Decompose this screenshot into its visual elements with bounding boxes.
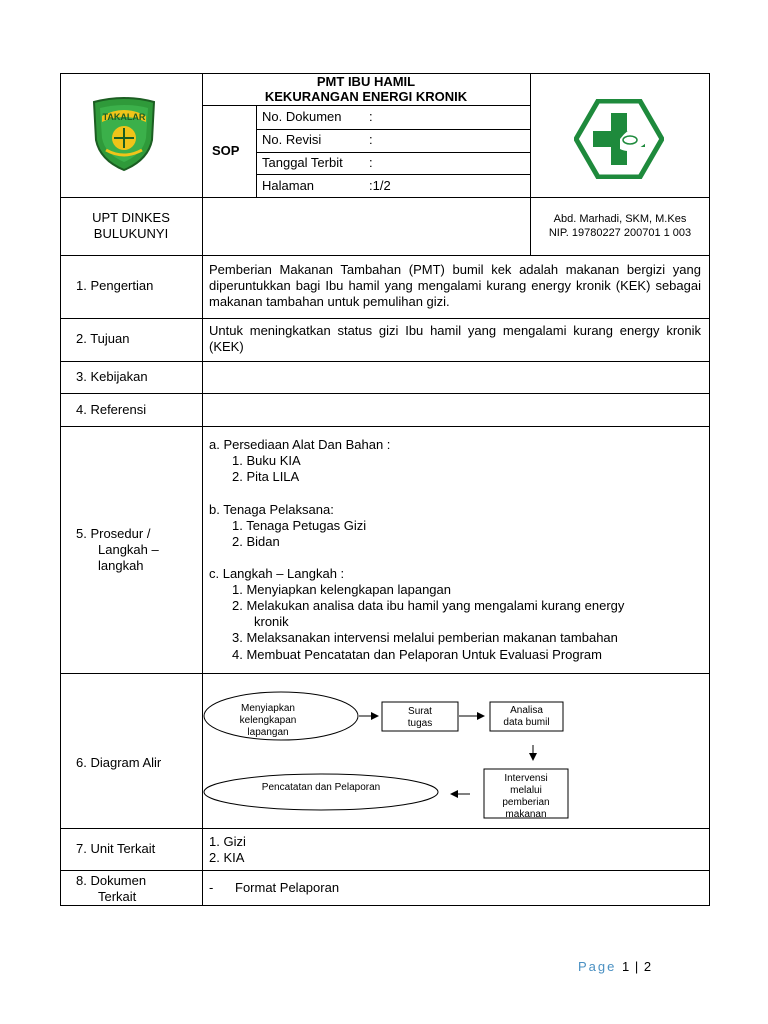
meta-label-revisi: No. Revisi: [262, 132, 322, 147]
unit-name-line1: UPT DINKES: [92, 210, 170, 225]
unit-item-2: 2. KIA: [209, 850, 245, 865]
flow-node-surat-l2: tugas: [407, 718, 433, 729]
flow-node-prepare-l3: lapangan: [247, 727, 289, 738]
flow-node-intervensi-l2: melalui: [510, 785, 542, 796]
page-word: Page: [578, 959, 617, 974]
row-label-dokumen-2: Terkait: [98, 889, 137, 904]
unit-name-line2: BULUKUNYI: [93, 226, 169, 241]
row-label-prosedur-1: 5. Prosedur /: [76, 526, 151, 541]
meta-value-dokumen: :: [369, 109, 373, 124]
flow-node-analisa-l2: data bumil: [503, 717, 550, 728]
meta-label-tanggal: Tanggal Terbit: [262, 155, 343, 170]
meta-label-dokumen: No. Dokumen: [262, 109, 342, 124]
document-title-line1: PMT IBU HAMIL: [316, 74, 416, 89]
prosedur-b-title: b. Tenaga Pelaksana:: [209, 502, 334, 517]
meta-value-halaman: :1/2: [369, 178, 391, 193]
row-label-referensi: 4. Referensi: [76, 402, 147, 417]
prosedur-a-title: a. Persediaan Alat Dan Bahan :: [209, 437, 391, 452]
row-label-prosedur-2: Langkah –: [98, 542, 159, 557]
row-text-tujuan: Untuk meningkatkan status gizi Ibu hamil yang mengalami kurang energy kronik (KEK): [209, 323, 701, 354]
row-label-dokumen-1: 8. Dokumen: [76, 873, 147, 888]
flow-node-intervensi-l3: pemberian: [502, 797, 550, 808]
prosedur-c-item-3: 3. Melaksanakan intervensi melalui pemberian makanan tambahan: [232, 630, 618, 645]
row-label-pengertian: 1. Pengertian: [76, 278, 154, 293]
flow-node-intervensi-l4: makanan: [505, 809, 547, 818]
takalar-logo: [88, 94, 160, 172]
meta-value-tanggal: :: [369, 155, 373, 170]
flow-node-analisa-l1: Analisa: [510, 705, 543, 716]
signer-name: Abd. Marhadi, SKM, M.Kes: [553, 213, 687, 225]
dokumen-item: - Format Pelaporan: [209, 880, 340, 895]
row-label-kebijakan: 3. Kebijakan: [76, 369, 148, 384]
meta-value-revisi: :: [369, 132, 373, 147]
flow-node-prepare-l1: Menyiapkan: [241, 703, 295, 714]
flow-node-prepare-l2: kelengkapan: [239, 715, 297, 726]
document-title-line2: KEKURANGAN ENERGI KRONIK: [264, 89, 468, 104]
signer-nip: NIP. 19780227 200701 1 003: [548, 227, 692, 239]
row-label-tujuan: 2. Tujuan: [76, 331, 130, 346]
flow-node-pencatatan-label: Pencatatan dan Pelaporan: [261, 782, 381, 793]
prosedur-c-item-1: 1. Menyiapkan kelengkapan lapangan: [232, 582, 452, 597]
prosedur-a-item-2: 2. Pita LILA: [232, 469, 300, 484]
unit-item-1: 1. Gizi: [209, 834, 246, 849]
prosedur-a-item-1: 1. Buku KIA: [232, 453, 301, 468]
prosedur-c-item-2: 2. Melakukan analisa data ibu hamil yang mengalami kurang energy: [232, 598, 625, 613]
prosedur-b-item-2: 2. Bidan: [232, 534, 280, 549]
row-label-diagram: 6. Diagram Alir: [76, 755, 162, 770]
flow-node-intervensi-l1: Intervensi: [504, 773, 548, 784]
row-label-prosedur-3: langkah: [98, 558, 144, 573]
row-label-unit: 7. Unit Terkait: [76, 841, 156, 856]
prosedur-c-title: c. Langkah – Langkah :: [209, 566, 345, 581]
prosedur-c-item-2-cont: kronik: [254, 614, 289, 629]
sop-label: SOP: [212, 143, 240, 158]
prosedur-b-item-1: 1. Tenaga Petugas Gizi: [232, 518, 367, 533]
prosedur-c-item-4: 4. Membuat Pencatatan dan Pelaporan Untuk Evaluasi Program: [232, 647, 602, 662]
takalar-logo-text: TAKALAR: [102, 112, 146, 122]
row-text-pengertian: Pemberian Makanan Tambahan (PMT) bumil kek adalah makanan bergizi yang diperuntukkan bagi Ibu hamil yang mengalami kurang energy kronik (KEK) sebagai makanan tambahan untuk pemulihan gizi.: [209, 262, 701, 309]
page-footer: [578, 959, 652, 974]
meta-label-halaman: Halaman: [262, 178, 315, 193]
flow-node-surat-l1: Surat: [408, 706, 432, 717]
puskesmas-logo: [574, 99, 664, 179]
flow-diagram: [202, 673, 709, 828]
page-number: 1 | 2: [622, 959, 653, 974]
